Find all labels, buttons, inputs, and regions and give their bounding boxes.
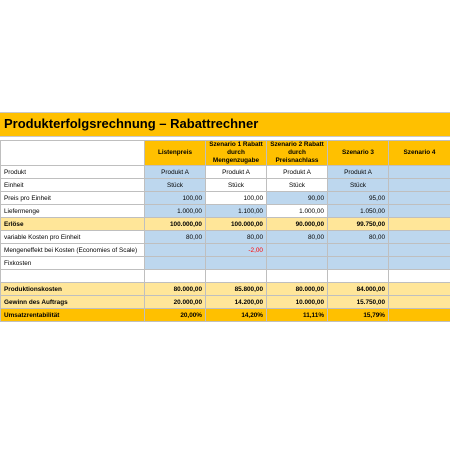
row-label[interactable]: Fixkosten [1, 257, 145, 270]
cell[interactable]: 1.100,00 [206, 205, 267, 218]
cell[interactable] [389, 283, 450, 296]
row-preis-pro-einheit [1, 192, 450, 205]
cell[interactable]: 100,00 [145, 192, 206, 205]
row-label[interactable]: Liefermenge [1, 205, 145, 218]
cell[interactable]: Stück [267, 179, 328, 192]
cell[interactable]: -2,00 [206, 244, 267, 257]
cell[interactable]: 90,00 [267, 192, 328, 205]
row-produktionskosten [1, 283, 450, 296]
header-corner-cell[interactable] [1, 141, 145, 166]
cell[interactable]: Stück [145, 179, 206, 192]
row-fixkosten [1, 257, 450, 270]
cell[interactable]: 100.000,00 [145, 218, 206, 231]
cell[interactable]: Stück [328, 179, 389, 192]
cell[interactable]: 80,00 [145, 231, 206, 244]
cell[interactable]: Produkt A [145, 166, 206, 179]
row-label[interactable]: Produktionskosten [1, 283, 145, 296]
cell[interactable]: 84.000,00 [328, 283, 389, 296]
sheet-title: Produkterfolgsrechnung – Rabattrechner [4, 116, 259, 131]
cell[interactable] [389, 205, 450, 218]
column-header-listenpreis[interactable]: Listenpreis [145, 141, 206, 166]
cell[interactable]: 100,00 [206, 192, 267, 205]
cell[interactable] [145, 257, 206, 270]
row-einheit [1, 179, 450, 192]
row-label[interactable]: Produkt [1, 166, 145, 179]
cell[interactable]: 80,00 [267, 231, 328, 244]
cell[interactable] [389, 179, 450, 192]
cell[interactable]: 85.800,00 [206, 283, 267, 296]
cell[interactable] [389, 309, 450, 322]
column-header-szenario-2[interactable]: Szenario 2 Rabatt durch Preisnachlass [267, 141, 328, 166]
row-variable-kosten [1, 231, 450, 244]
cell[interactable] [389, 166, 450, 179]
cell[interactable] [267, 244, 328, 257]
row-label[interactable]: variable Kosten pro Einheit [1, 231, 145, 244]
cell[interactable] [389, 218, 450, 231]
spacer-row [1, 270, 450, 283]
row-label[interactable]: Preis pro Einheit [1, 192, 145, 205]
cell[interactable] [389, 296, 450, 309]
cell[interactable] [328, 244, 389, 257]
calculation-table [0, 140, 450, 322]
column-header-szenario-3[interactable]: Szenario 3 [328, 141, 389, 166]
row-mengeneffekt [1, 244, 450, 257]
cell[interactable] [328, 257, 389, 270]
cell[interactable]: 15.750,00 [328, 296, 389, 309]
cell[interactable]: 10.000,00 [267, 296, 328, 309]
cell[interactable]: 1.050,00 [328, 205, 389, 218]
cell[interactable]: Produkt A [206, 166, 267, 179]
row-label[interactable]: Gewinn des Auftrags [1, 296, 145, 309]
cell[interactable]: 95,00 [328, 192, 389, 205]
cell[interactable]: 1.000,00 [145, 205, 206, 218]
cell[interactable]: 80.000,00 [267, 283, 328, 296]
header-row [1, 141, 450, 166]
row-label[interactable]: Erlöse [1, 218, 145, 231]
cell[interactable]: 1.000,00 [267, 205, 328, 218]
column-header-szenario-1[interactable]: Szenario 1 Rabatt durch Mengenzugabe [206, 141, 267, 166]
cell[interactable]: 11,11% [267, 309, 328, 322]
cell[interactable]: 80,00 [328, 231, 389, 244]
cell[interactable]: 99.750,00 [328, 218, 389, 231]
cell[interactable]: 90.000,00 [267, 218, 328, 231]
cell[interactable]: 80,00 [206, 231, 267, 244]
column-header-szenario-4[interactable]: Szenario 4 [389, 141, 450, 166]
cell[interactable] [389, 257, 450, 270]
cell[interactable]: Produkt A [267, 166, 328, 179]
cell[interactable] [267, 257, 328, 270]
cell[interactable] [389, 231, 450, 244]
cell[interactable]: 20,00% [145, 309, 206, 322]
cell[interactable] [206, 257, 267, 270]
cell[interactable]: Stück [206, 179, 267, 192]
cell[interactable]: Produkt A [328, 166, 389, 179]
cell[interactable] [389, 244, 450, 257]
row-gewinn [1, 296, 450, 309]
row-produkt [1, 166, 450, 179]
row-umsatzrentabilitaet [1, 309, 450, 322]
row-label[interactable]: Umsatzrentabilität [1, 309, 145, 322]
row-liefermenge [1, 205, 450, 218]
cell[interactable] [389, 192, 450, 205]
cell[interactable]: 20.000,00 [145, 296, 206, 309]
cell[interactable] [145, 244, 206, 257]
cell[interactable]: 14,20% [206, 309, 267, 322]
cell[interactable]: 14.200,00 [206, 296, 267, 309]
cell[interactable]: 15,79% [328, 309, 389, 322]
row-label[interactable]: Einheit [1, 179, 145, 192]
cell[interactable]: 100.000,00 [206, 218, 267, 231]
row-label[interactable]: Mengeneffekt bei Kosten (Economies of Scale) [1, 244, 145, 257]
title-bar [0, 112, 450, 137]
cell[interactable]: 80.000,00 [145, 283, 206, 296]
row-erloese [1, 218, 450, 231]
